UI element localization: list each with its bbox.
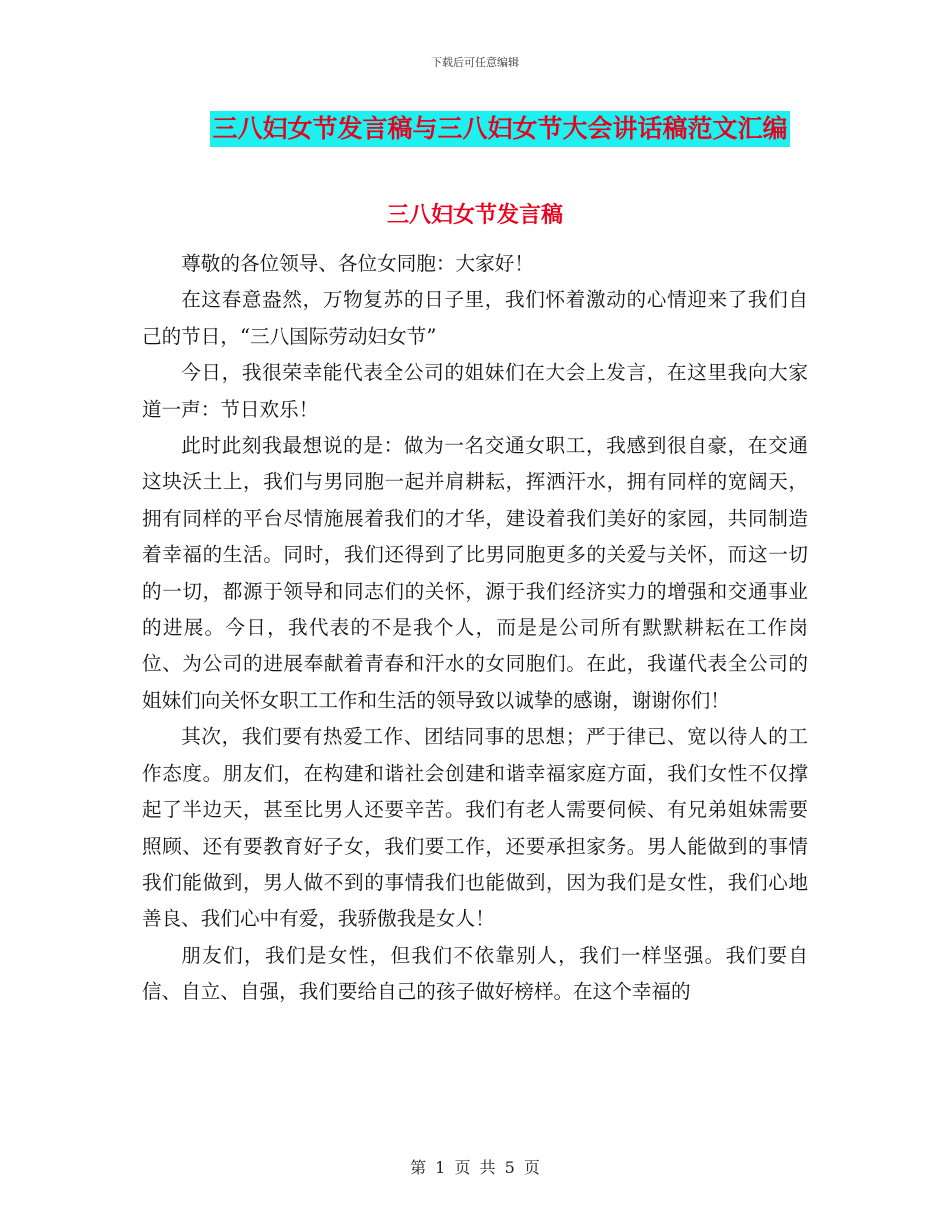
header-note: 下载后可任意编辑 [431,56,519,69]
paragraph: 朋友们，我们是女性，但我们不依靠别人，我们一样坚强。我们要自信、自立、自强，我们要给自己的孩子做好榜样。在这个幸福的 [142,943,808,1004]
paragraph: 尊敬的各位领导、各位女同胞：大家好！ [181,252,534,275]
document-title: 三八妇女节发言稿与三八妇女节大会讲话稿范文汇编 [210,111,789,147]
page-number: 第 1 页 共 5 页 [410,1158,540,1177]
paragraph: 其次，我们要有热爱工作、团结同事的思想；严于律已、宽以待人的工作态度。朋友们，在构建和谐社会创建和谐幸福家庭方面，我们女性不仅撑起了半边天，甚至比男人还要辛苦。我们有老人需要伺候、有兄弟姐妹需要照顾、还有要教育好子女，我们要工作，还要承担家务。男人能做到的事情我们能做到，男人做不到的事情我们也能做到，因为我们是女性，我们心地善良、我们心中有爱，我骄傲我是女人！ [142,725,808,931]
document-title-container [0,111,950,147]
section-title: 三八妇女节发言稿 [386,203,563,228]
paragraph: 在这春意盎然，万物复苏的日子里，我们怀着激动的心情迎来了我们自己的节日，“三八国际劳动妇女节” [142,288,808,348]
paragraph: 此时此刻我最想说的是：做为一名交通女职工，我感到很自豪，在交通这块沃土上，我们与男同胞一起并肩耕耘，挥洒汗水，拥有同样的宽阔天，拥有同样的平台尽情施展着我们的才华，建设着我们美好的家园，共同制造着幸福的生活。同时，我们还得到了比男同胞更多的关爱与关怀，而这一切的一切，都源于领导和同志们的关怀，源于我们经济实力的增强和交通事业的进展。今日，我代表的不是我个人，而是是公司所有默默耕耘在工作岗位、为公司的进展奉献着青春和汗水的女同胞们。在此，我谨代表全公司的姐妹们向关怀女职工工作和生活的领导致以诚挚的感谢，谢谢你们！ [142,434,808,712]
document-body [142,246,808,1011]
paragraph: 今日，我很荣幸能代表全公司的姐妹们在大会上发言，在这里我向大家道一声：节日欢乐！ [142,361,808,421]
